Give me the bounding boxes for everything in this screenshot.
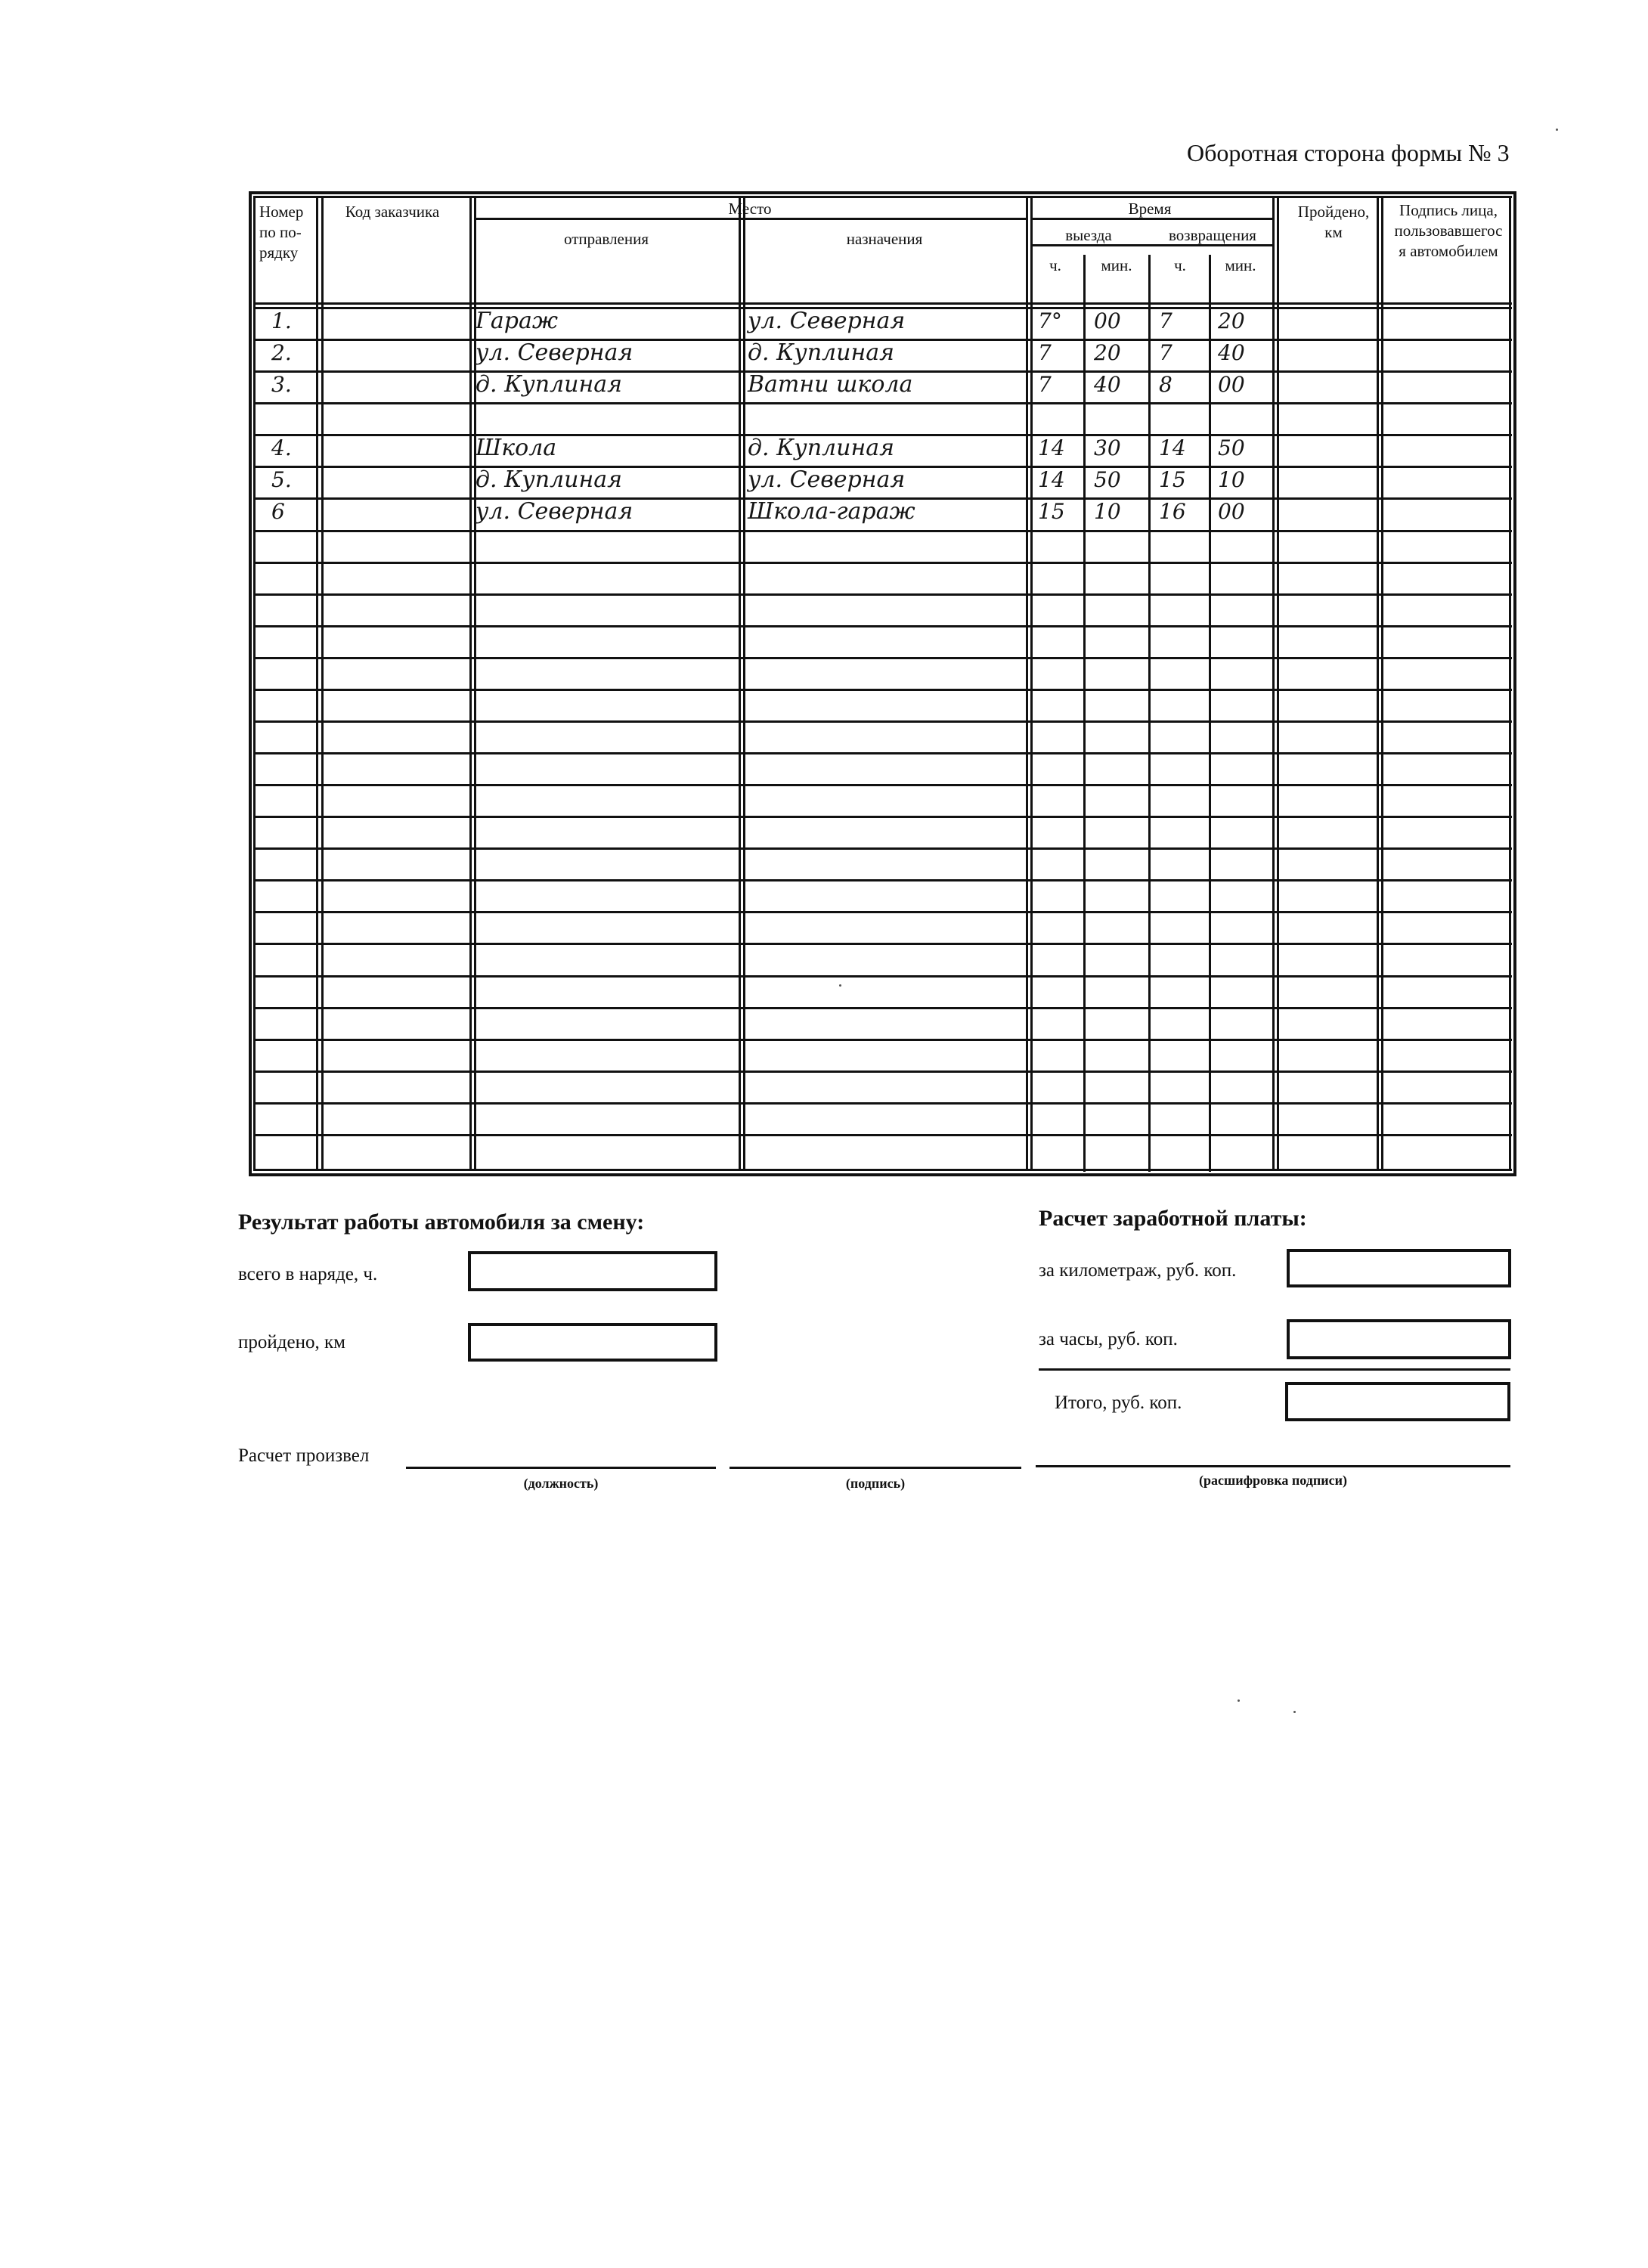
- column-divider: [739, 196, 741, 1170]
- position-line[interactable]: [406, 1467, 716, 1469]
- row-divider: [253, 593, 1512, 596]
- row-divider: [253, 1102, 1512, 1105]
- signature-caption: (подпись): [845, 1476, 906, 1491]
- entry-ret-minutes: 10: [1218, 467, 1245, 493]
- row-divider: [253, 1039, 1512, 1041]
- row-divider: [253, 816, 1512, 818]
- scan-speck: [1293, 1711, 1296, 1713]
- entry-dep-minutes: 00: [1094, 308, 1121, 333]
- header-ret-hours: ч.: [1174, 256, 1186, 274]
- header-dep-hours: ч.: [1049, 256, 1061, 274]
- entry-ret-hours: 8: [1159, 372, 1172, 398]
- entry-dep-minutes: 10: [1094, 499, 1121, 525]
- time-column-divider: [1209, 255, 1211, 1172]
- entry-number: 6: [271, 499, 285, 525]
- entry-from: Школа: [476, 435, 557, 462]
- entry-ret-hours: 7: [1159, 340, 1172, 366]
- header-signature: [1381, 200, 1516, 262]
- header-ret-minutes: мин.: [1225, 256, 1256, 274]
- time-column-divider: [1083, 255, 1086, 1172]
- entry-ret-hours: 16: [1159, 499, 1186, 525]
- salary-title: Расчет заработной платы:: [1039, 1206, 1307, 1231]
- row-divider: [253, 657, 1512, 659]
- row-divider: [253, 847, 1512, 850]
- time-column-divider: [1148, 255, 1151, 1172]
- salary-divider: [1039, 1368, 1510, 1371]
- row-divider: [253, 720, 1512, 723]
- signoff-label: Расчет произвел: [238, 1445, 370, 1466]
- entry-ret-minutes: 00: [1218, 372, 1245, 398]
- header-distance: [1277, 202, 1390, 243]
- column-divider: [469, 196, 472, 1170]
- entry-dep-hours: 7: [1038, 372, 1052, 398]
- entry-to: д. Куплиная: [748, 435, 894, 462]
- total-hours-label: всего в наряде, ч.: [238, 1264, 378, 1284]
- row-divider: [253, 975, 1512, 978]
- header-number-line2: по по-: [259, 223, 302, 241]
- column-divider: [316, 196, 318, 1170]
- entry-ret-minutes: 40: [1218, 340, 1245, 366]
- results-title: Результат работы автомобиля за смену:: [238, 1210, 645, 1235]
- header-place: Место: [728, 200, 772, 218]
- entry-dep-hours: 14: [1038, 435, 1065, 461]
- decoding-caption: (расшифровка подписи): [1199, 1473, 1347, 1488]
- entry-ret-minutes: 00: [1218, 499, 1245, 525]
- entry-dep-hours: 7°: [1038, 308, 1062, 333]
- entry-to: ул. Северная: [748, 308, 906, 334]
- header-number-line1: Номер: [259, 203, 304, 221]
- entry-from: Гараж: [476, 308, 558, 334]
- entry-dep-minutes: 20: [1094, 340, 1121, 366]
- header-number-line3: рядку: [259, 243, 299, 262]
- header-signature-line2: пользовавшегос: [1394, 222, 1503, 240]
- hours-pay-label: за часы, руб. коп.: [1039, 1329, 1178, 1349]
- column-divider: [321, 196, 324, 1170]
- entry-ret-minutes: 20: [1218, 308, 1245, 333]
- row-divider: [253, 689, 1512, 691]
- entry-number: 1.: [271, 308, 292, 333]
- header-number: [259, 202, 312, 263]
- row-divider: [253, 943, 1512, 945]
- entry-ret-hours: 15: [1159, 467, 1186, 493]
- entry-dep-minutes: 50: [1094, 467, 1121, 493]
- entry-to: Ватни школа: [748, 371, 913, 398]
- total-pay-box[interactable]: [1285, 1382, 1510, 1421]
- column-divider: [1272, 196, 1275, 1170]
- decoding-line[interactable]: [1036, 1465, 1510, 1467]
- row-divider: [253, 784, 1512, 786]
- header-signature-line1: Подпись лица,: [1399, 201, 1498, 219]
- column-divider: [1377, 196, 1379, 1170]
- row-divider: [253, 911, 1512, 913]
- header-distance-line2: км: [1324, 223, 1343, 241]
- distance-box[interactable]: [468, 1323, 717, 1362]
- column-divider: [1030, 196, 1033, 1170]
- row-divider: [253, 1007, 1512, 1009]
- scan-speck: [1556, 129, 1558, 131]
- km-pay-label: за километраж, руб. коп.: [1039, 1260, 1237, 1281]
- header-place-from: отправления: [563, 230, 649, 248]
- frame-inner-right: [1509, 196, 1511, 1170]
- entry-from: д. Куплиная: [476, 371, 622, 398]
- column-divider: [1381, 196, 1383, 1170]
- entry-from: ул. Северная: [476, 498, 633, 525]
- header-time: Время: [1128, 200, 1172, 218]
- form-caption: Оборотная сторона формы № 3: [1187, 139, 1510, 166]
- entry-dep-hours: 15: [1038, 499, 1065, 525]
- header-bottom-line: [253, 302, 1512, 305]
- entry-dep-minutes: 30: [1094, 435, 1121, 461]
- distance-label: пройдено, км: [238, 1332, 345, 1352]
- entry-dep-minutes: 40: [1094, 372, 1121, 398]
- entry-ret-hours: 7: [1159, 308, 1172, 333]
- entry-ret-minutes: 50: [1218, 435, 1245, 461]
- entry-ret-hours: 14: [1159, 435, 1186, 461]
- row-divider: [253, 752, 1512, 754]
- hours-pay-box[interactable]: [1287, 1319, 1511, 1359]
- header-distance-line1: Пройдено,: [1297, 203, 1370, 221]
- total-pay-label: Итого, руб. коп.: [1055, 1393, 1182, 1413]
- scan-speck: [1238, 1699, 1240, 1702]
- row-divider: [253, 625, 1512, 627]
- entry-to: Школа-гараж: [748, 498, 915, 525]
- column-divider: [1026, 196, 1028, 1170]
- row-divider: [253, 562, 1512, 564]
- entry-number: 5.: [271, 467, 292, 493]
- row-divider: [253, 530, 1512, 532]
- entry-to: ул. Северная: [748, 466, 906, 494]
- entry-from: д. Куплиная: [476, 466, 622, 494]
- header-return: возвращения: [1169, 226, 1256, 244]
- scan-speck: [839, 984, 841, 987]
- header-dep-minutes: мин.: [1101, 256, 1132, 274]
- entry-to: д. Куплиная: [748, 339, 894, 367]
- column-divider: [743, 196, 745, 1170]
- total-hours-box[interactable]: [468, 1251, 717, 1291]
- entry-number: 2.: [271, 340, 292, 366]
- column-divider: [1277, 196, 1279, 1170]
- row-divider: [253, 1134, 1512, 1136]
- header-signature-line3: я автомобилем: [1399, 242, 1498, 260]
- row-divider: [253, 402, 1512, 404]
- entry-dep-hours: 14: [1038, 467, 1065, 493]
- signature-line[interactable]: [730, 1467, 1021, 1469]
- header-place-to: назначения: [846, 230, 923, 248]
- position-caption: (должность): [523, 1476, 599, 1491]
- header-departure: выезда: [1065, 226, 1112, 244]
- frame-inner-left: [253, 196, 256, 1170]
- entry-number: 3.: [271, 372, 292, 398]
- km-pay-box[interactable]: [1287, 1249, 1511, 1287]
- row-divider: [253, 879, 1512, 881]
- header-customer-code: Код заказчика: [345, 203, 440, 221]
- frame-inner-top: [253, 196, 1512, 198]
- trip-log-table: [249, 191, 1516, 1176]
- row-divider: [253, 1070, 1512, 1073]
- frame-inner-bottom: [253, 1169, 1512, 1171]
- entry-from: ул. Северная: [476, 339, 633, 367]
- entry-number: 4.: [271, 435, 292, 461]
- entry-dep-hours: 7: [1038, 340, 1052, 366]
